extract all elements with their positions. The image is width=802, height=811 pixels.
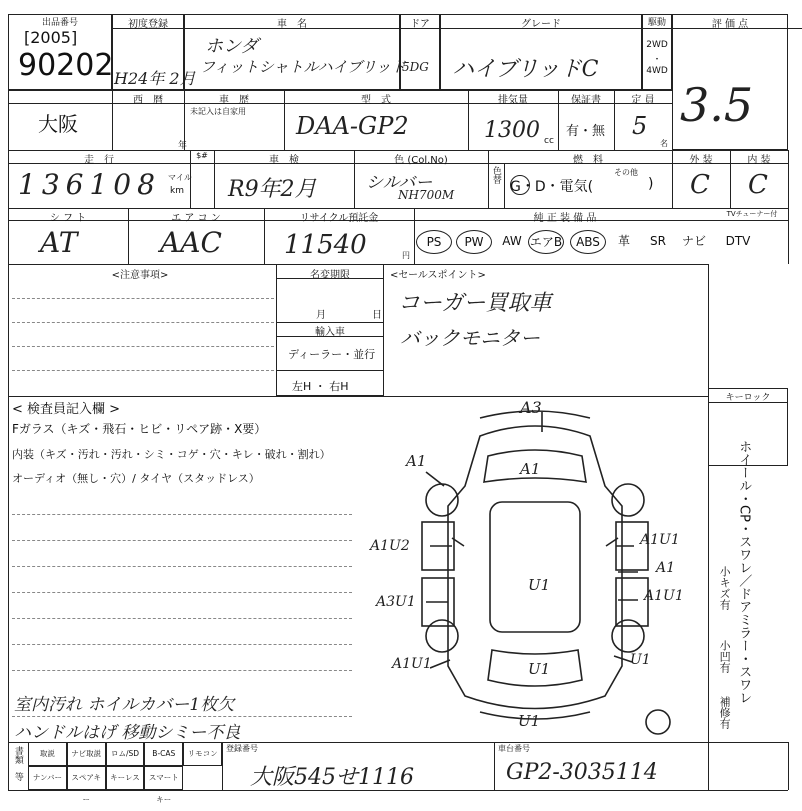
shift-header: シ フ ト bbox=[49, 213, 87, 224]
color-change: 色替 bbox=[490, 166, 501, 184]
lot-label: 出品番号 bbox=[41, 18, 78, 28]
doc-item-1-3: スマートキー bbox=[144, 766, 183, 790]
sales-point-1: コーガー買取車 bbox=[398, 291, 552, 316]
registration-value: 大阪545せ1116 bbox=[250, 765, 414, 790]
capacity-value: 5 bbox=[632, 112, 648, 140]
sales-point-2: バックモニター bbox=[400, 326, 540, 350]
capacity-unit: 名 bbox=[660, 139, 668, 148]
warranty-value: 有・無 bbox=[566, 124, 606, 139]
displacement-header: 排気量 bbox=[498, 95, 528, 106]
month-label: 月 bbox=[316, 310, 326, 321]
drive-2wd: 2WD bbox=[646, 40, 668, 50]
lot-number: 90202 bbox=[18, 48, 114, 83]
side-note-1: ホイール・CP・スワレ／ドアミラー・スワレ bbox=[736, 440, 752, 704]
equipment-header: 純 正 装 備 品 bbox=[533, 213, 597, 224]
drive-4wd: 4WD bbox=[646, 66, 668, 76]
color-value: シルバー bbox=[366, 173, 433, 193]
handle-label: 左H ・ 右H bbox=[292, 380, 349, 393]
warranty-header: 保証書 bbox=[571, 95, 601, 106]
damage-trunk: U1 bbox=[528, 660, 551, 678]
doc-item-1-1: スペアキー bbox=[67, 766, 106, 790]
color-header: 色 (Col.No) bbox=[394, 155, 448, 166]
side-note-3: 小凹有 bbox=[718, 640, 732, 673]
displacement-value: 1300 bbox=[484, 118, 540, 143]
model-header: 型 式 bbox=[361, 95, 391, 106]
damage-left-fender: A1U2 bbox=[370, 538, 410, 554]
fuel-header: 燃 料 bbox=[573, 155, 603, 166]
history-note: 未記入は自家用 bbox=[190, 107, 246, 116]
first-reg-value: H24年 2月 bbox=[114, 69, 196, 88]
score-value: 3.5 bbox=[680, 78, 754, 132]
caution-header: <注意事項> bbox=[111, 270, 169, 281]
door-header: ドア bbox=[410, 19, 430, 30]
s-mark: $# bbox=[196, 151, 208, 160]
cc-unit: cc bbox=[544, 136, 554, 146]
delivery-header: 輸入車 bbox=[315, 327, 345, 338]
region-value: 大阪 bbox=[38, 112, 78, 136]
auction-sheet: 出品番号 [2005] 90202 初度登録 H24年 2月 車 名 ホンダ フィットシャトルハイブリッド ドア 5DG グレード ハイブリッドC 駆動 2WD ・ 4WD 評 価 点 3.5 大阪 西 暦 車 歴 未記入は自家用 年 型 式 DAA-GP2 排気量 1300 cc 保証書 有・無 定 員 5 名 走 行 136108 マイル km $# 車 検 R9年2月 色 (Col.No) シルバー NH700M 色替 燃 料 G・D・電気( その他 ) 外 装 C 内 装 C シ フ ト AT エ ア コ ン AAC リサイクル預託金 11540 円 純 正 装 備 品 TVチューナー付 PS PW AW エアB ABS 革 SR ナビ DTV <注意事項> 名変期限 月 日 輸入車 ディーラー・並行 左H ・ 右H <セールスポイント> コーガー買取車 バックモニター キーロック < 検査員記入欄 > Fガラス（キズ・飛石・ヒビ・リペア跡・X要） 内装（キズ・汚れ・汚れ・シミ・コゲ・穴・キレ・破れ・割れ） オーディオ（無し・穴）/ タイヤ（スタッドレス） 室内汚れ ホイルカバー1枚欠 ハンドルはげ 移動シミー不良 A3 A1 A1 A1U2 A1U1 A1 A3U1 A1U1 U1 U1 A1U1 U1 U1 ホイール・CP・スワレ／ドアミラー・スワレ 小キズ有 小凹有 補修有 書類 等 取説 ナビ取説 ロム/SD B-CAS リモコン ナンバー スペアキー キーレス スマートキー 登録番号 大阪545せ1116 車台番号 GP2-3035114 bbox=[0, 0, 800, 800]
name-header: 車 名 bbox=[277, 19, 307, 30]
fuel-other: その他 bbox=[614, 168, 638, 177]
car-damage-diagram bbox=[360, 396, 700, 736]
inspector-line-1: Fガラス（キズ・飛石・ヒビ・リペア跡・X要） bbox=[12, 422, 267, 436]
mile-unit: マイル bbox=[168, 173, 192, 182]
exterior-value: C bbox=[690, 170, 710, 200]
capacity-header: 定 員 bbox=[631, 95, 655, 106]
color-code: NH700M bbox=[398, 188, 455, 202]
damage-right-fender: A1U1 bbox=[640, 532, 680, 548]
inspection-header: 車 検 bbox=[269, 155, 299, 166]
doc-item-1-2: キーレス bbox=[106, 766, 145, 790]
chassis-value: GP2-3035114 bbox=[506, 760, 658, 785]
keylock-header: キーロック bbox=[725, 393, 771, 403]
first-reg-header: 初度登録 bbox=[128, 19, 168, 30]
recycle-header: リサイクル預託金 bbox=[299, 213, 379, 224]
doc-item-0-0: 取説 bbox=[28, 742, 67, 766]
doc-item-0-1: ナビ取説 bbox=[67, 742, 106, 766]
inspector-note-2: ハンドルはげ 移動シミー不良 bbox=[14, 723, 241, 743]
grade-header: グレード bbox=[521, 19, 561, 30]
doc-item-0-4: リモコン bbox=[183, 742, 222, 766]
aircon-header: エ ア コ ン bbox=[171, 213, 221, 224]
side-note-4: 補修有 bbox=[718, 696, 732, 729]
chassis-header: 車台番号 bbox=[498, 744, 530, 753]
lot-year: [2005] bbox=[24, 28, 78, 47]
doc-item-0-2: ロム/SD bbox=[106, 742, 145, 766]
aircon-value: AAC bbox=[160, 226, 222, 259]
recycle-value: 11540 bbox=[284, 230, 367, 260]
door-value: 5DG bbox=[402, 60, 429, 74]
fuel-close: ) bbox=[648, 176, 654, 192]
car-reg-header: 登録番号 bbox=[226, 744, 258, 753]
side-note-2: 小キズ有 bbox=[718, 566, 732, 610]
mileage-value: 136108 bbox=[18, 168, 161, 201]
inspection-value: R9年2月 bbox=[228, 177, 317, 202]
equipment-6: SR bbox=[650, 234, 666, 248]
doc-item-0-3: B-CAS bbox=[144, 742, 183, 766]
damage-front-bumper: A3 bbox=[520, 398, 542, 417]
score-header: 評 価 点 bbox=[711, 19, 749, 30]
history-header: 車 歴 bbox=[219, 95, 249, 106]
damage-hood: A1 bbox=[520, 460, 541, 478]
car-name-value: フィットシャトルハイブリッド bbox=[200, 58, 406, 76]
grade-value: ハイブリッドC bbox=[452, 57, 599, 82]
inspector-line-3: オーディオ（無し・穴）/ タイヤ（スタッドレス） bbox=[12, 472, 260, 485]
yen-unit: 円 bbox=[402, 251, 410, 260]
year-unit: 年 bbox=[178, 141, 188, 151]
equipment-8: DTV bbox=[725, 234, 751, 248]
name-change-header: 名変期限 bbox=[310, 270, 350, 281]
doc-item-1-0: ナンバー bbox=[28, 766, 67, 790]
mileage-header: 走 行 bbox=[84, 155, 114, 166]
damage-roof: U1 bbox=[528, 576, 551, 594]
inspector-note-1: 室内汚れ ホイルカバー1枚欠 bbox=[14, 695, 235, 715]
equipment-3: エアB bbox=[528, 230, 564, 254]
equipment-1: PW bbox=[456, 230, 492, 254]
damage-right-door: A1 bbox=[656, 560, 676, 576]
damage-left-front: A1 bbox=[406, 452, 427, 470]
damage-left-door: A3U1 bbox=[376, 594, 416, 610]
exterior-header: 外 装 bbox=[689, 155, 713, 166]
equipment-2: AW bbox=[502, 234, 522, 248]
interior-header: 内 装 bbox=[747, 155, 771, 166]
maker-value: ホンダ bbox=[205, 36, 259, 57]
inspector-line-2: 内装（キズ・汚れ・汚れ・シミ・コゲ・穴・キレ・破れ・割れ） bbox=[12, 448, 331, 461]
model-value: DAA-GP2 bbox=[296, 112, 409, 140]
damage-rear-bumper: U1 bbox=[518, 712, 541, 730]
fuel-value: G・D・電気( bbox=[510, 179, 594, 195]
day-label: 日 bbox=[372, 310, 382, 321]
dealer-label: ディーラー・並行 bbox=[288, 348, 376, 361]
interior-value: C bbox=[748, 170, 768, 200]
equipment-4: ABS bbox=[570, 230, 606, 254]
damage-right-rear: U1 bbox=[630, 652, 651, 668]
km-unit: km bbox=[170, 186, 184, 196]
inspector-header: < 検査員記入欄 > bbox=[12, 402, 121, 417]
damage-left-rear: A1U1 bbox=[392, 656, 432, 672]
equipment-7: ナビ bbox=[681, 234, 706, 248]
equipment-5: 革 bbox=[617, 234, 630, 248]
equipment-0: PS bbox=[416, 230, 452, 254]
docs-label-2: 等 bbox=[12, 772, 23, 781]
drive-header: 駆動 bbox=[647, 18, 666, 28]
west-header: 西 暦 bbox=[133, 95, 163, 106]
docs-label: 書類 bbox=[12, 746, 23, 764]
sales-point-header: <セールスポイント> bbox=[390, 270, 486, 281]
shift-value: AT bbox=[40, 226, 78, 259]
tuner-header: TVチューナー付 bbox=[726, 210, 778, 218]
damage-right-rear-door: A1U1 bbox=[644, 588, 684, 604]
